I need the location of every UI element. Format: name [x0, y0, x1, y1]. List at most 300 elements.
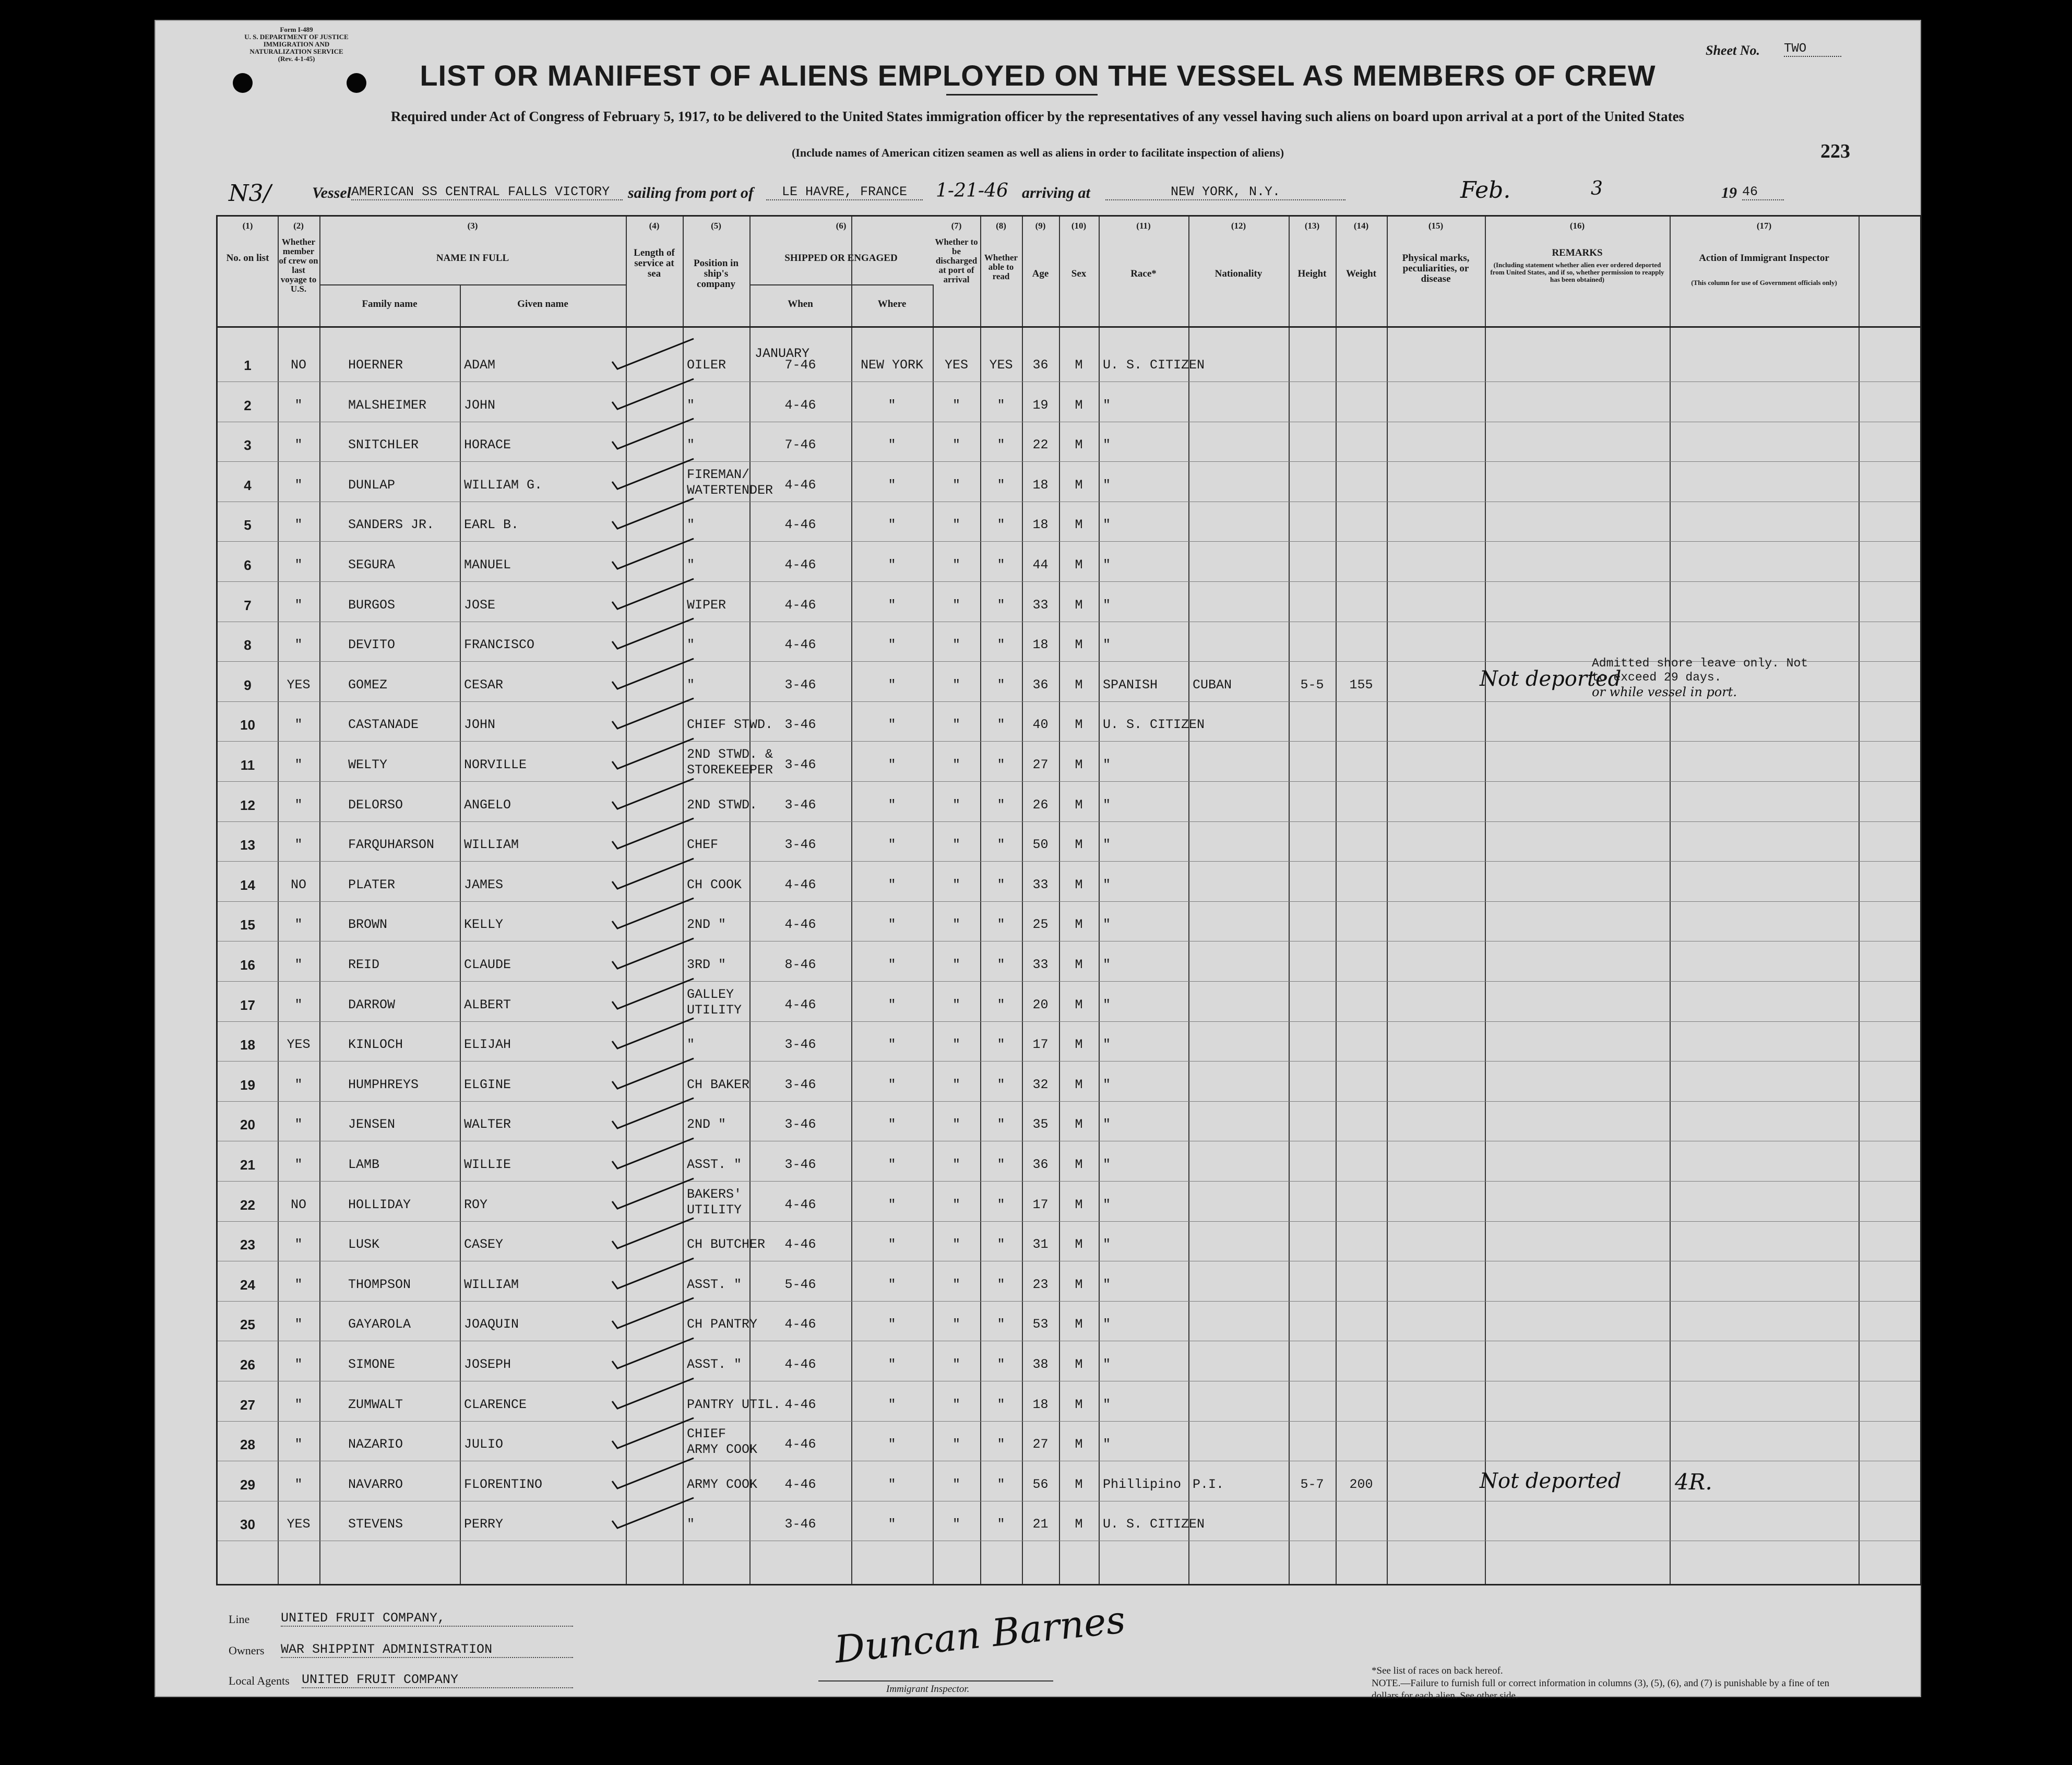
when-cell: 4-46	[784, 997, 816, 1012]
service-check-mark	[610, 616, 699, 653]
race-cell: "	[1103, 1037, 1111, 1053]
position-cell: "	[687, 637, 695, 653]
position-cell: ASST. "	[687, 1357, 742, 1372]
position-cell: CHEF	[687, 837, 719, 853]
where-cell: "	[888, 877, 896, 892]
service-check-mark	[610, 736, 699, 773]
discharged-cell: "	[952, 557, 960, 573]
given-name-cell: ROY	[464, 1197, 488, 1212]
discharged-cell: "	[952, 917, 960, 933]
sex-cell: M	[1075, 1037, 1083, 1053]
sex-cell: M	[1075, 597, 1083, 613]
service-check-mark	[610, 496, 699, 533]
given-name-cell: FRANCISCO	[464, 637, 535, 653]
family-name-cell: REID	[348, 957, 380, 972]
able-to-read-cell: "	[997, 1397, 1005, 1412]
race-cell: "	[1103, 997, 1111, 1012]
position-cell: CH COOK	[687, 877, 742, 892]
sex-cell: M	[1075, 517, 1083, 533]
race-cell: "	[1103, 517, 1111, 533]
row-number: 12	[240, 797, 255, 813]
column-number: (16)	[1569, 221, 1585, 231]
given-name-cell: CESAR	[464, 677, 504, 693]
race-cell: "	[1103, 1077, 1111, 1092]
height-cell: 5-7	[1300, 1476, 1324, 1492]
able-to-read-cell: "	[997, 717, 1005, 733]
discharged-cell: "	[952, 1237, 960, 1253]
when-cell: 3-46	[784, 1117, 816, 1132]
header-height: Height	[1297, 268, 1327, 279]
discharged-cell: "	[952, 1277, 960, 1292]
given-name-cell: ELGINE	[464, 1077, 511, 1092]
where-cell: "	[888, 1397, 896, 1412]
able-to-read-cell: "	[997, 597, 1005, 613]
weight-cell: 200	[1349, 1476, 1373, 1492]
position-cell: ASST. "	[687, 1277, 742, 1292]
discharged-cell: "	[952, 1117, 960, 1132]
given-name-cell: JULIO	[464, 1437, 504, 1452]
crew-table	[216, 215, 1922, 1585]
where-cell: "	[888, 677, 896, 693]
prior-voyage-cell: "	[294, 757, 303, 772]
given-name-cell: WALTER	[464, 1117, 511, 1132]
header-when: When	[788, 299, 813, 309]
age-cell: 18	[1032, 517, 1049, 533]
header-physical-marks: Physical marks, peculiarities, or disease	[1402, 253, 1470, 284]
discharged-cell: "	[952, 717, 960, 733]
owners-label: Owners	[229, 1644, 265, 1657]
prior-voyage-cell: NO	[290, 1197, 306, 1212]
when-cell: 4-46	[784, 1317, 816, 1332]
position-cell: "	[687, 517, 695, 533]
race-cell: "	[1103, 477, 1111, 493]
service-check-mark	[610, 976, 699, 1013]
where-cell: "	[888, 917, 896, 933]
prior-voyage-cell: "	[294, 637, 303, 653]
row-number: 26	[240, 1357, 255, 1373]
position-cell: GALLEY UTILITY	[687, 986, 742, 1018]
sex-cell: M	[1075, 957, 1083, 972]
able-to-read-cell: "	[997, 1357, 1005, 1372]
title-underline	[946, 94, 1098, 96]
service-check-mark	[610, 1376, 699, 1413]
race-cell: U. S. CITIZEN	[1103, 1517, 1205, 1532]
given-name-cell: CASEY	[464, 1237, 504, 1253]
where-cell: "	[888, 957, 896, 972]
position-cell: ASST. "	[687, 1157, 742, 1172]
service-check-mark	[610, 1016, 699, 1053]
given-name-cell: WILLIAM	[464, 1277, 519, 1292]
position-cell: CH PANTRY	[687, 1317, 758, 1332]
manifest-sheet	[154, 20, 1921, 1701]
sex-cell: M	[1075, 1437, 1083, 1452]
prior-voyage-cell: YES	[287, 1517, 311, 1532]
discharged-cell: "	[952, 437, 960, 453]
when-cell: 3-46	[784, 757, 816, 772]
position-cell: CHIEF STWD.	[687, 717, 773, 733]
column-number: (17)	[1756, 221, 1772, 231]
page-number: 223	[1820, 140, 1850, 162]
able-to-read-cell: "	[997, 1476, 1005, 1492]
inspector-label: Immigrant Inspector.	[886, 1684, 970, 1695]
row-rule	[218, 701, 1920, 702]
race-cell: "	[1103, 957, 1111, 972]
sex-cell: M	[1075, 637, 1083, 653]
age-cell: 17	[1032, 1197, 1049, 1212]
family-name-cell: JENSEN	[348, 1117, 396, 1132]
family-name-cell: HOLLIDAY	[348, 1197, 411, 1212]
row-number: 5	[244, 517, 252, 533]
sex-cell: M	[1075, 1237, 1083, 1253]
when-cell: 4-46	[784, 477, 816, 493]
discharged-cell: "	[952, 477, 960, 493]
given-name-cell: FLORENTINO	[464, 1476, 543, 1492]
header-no-on-list: No. on list	[226, 253, 269, 264]
family-name-cell: DUNLAP	[348, 477, 396, 493]
prior-voyage-cell: NO	[290, 877, 306, 892]
family-name-cell: HOERNER	[348, 357, 403, 373]
row-number: 1	[244, 357, 252, 373]
age-cell: 33	[1032, 877, 1049, 892]
family-name-cell: ZUMWALT	[348, 1397, 403, 1412]
when-cell: 4-46	[784, 917, 816, 933]
prior-voyage-cell: "	[294, 557, 303, 573]
prior-voyage-cell: "	[294, 1277, 303, 1292]
service-check-mark	[610, 1176, 699, 1213]
sex-cell: M	[1075, 1397, 1083, 1412]
age-cell: 35	[1032, 1117, 1049, 1132]
age-cell: 50	[1032, 837, 1049, 853]
sailing-label: sailing from port of	[628, 184, 754, 201]
form-identifier: Form I-489 U. S. DEPARTMENT OF JUSTICE IMMIGRATION AND NATURALIZATION SERVICE (Rev. 4-1-45)	[244, 26, 349, 63]
service-check-mark	[610, 1416, 699, 1452]
sex-cell: M	[1075, 477, 1083, 493]
given-name-cell: CLAUDE	[464, 957, 511, 972]
family-name-cell: GOMEZ	[348, 677, 388, 693]
subtitle-note: (Include names of American citizen seamen as well as aliens in order to facilitate inspection of aliens)	[791, 146, 1284, 159]
when-cell: 8-46	[784, 957, 816, 972]
header-bottom-rule	[218, 326, 1920, 328]
row-number: 28	[240, 1437, 255, 1453]
prior-voyage-cell: "	[294, 517, 303, 533]
discharged-cell: "	[952, 797, 960, 813]
race-cell: "	[1103, 1157, 1111, 1172]
given-name-cell: MANUEL	[464, 557, 511, 573]
where-cell: "	[888, 757, 896, 772]
sex-cell: M	[1075, 717, 1083, 733]
prior-voyage-cell: "	[294, 957, 303, 972]
where-cell: "	[888, 1197, 896, 1212]
discharged-cell: "	[952, 1517, 960, 1532]
family-name-cell: WELTY	[348, 757, 388, 772]
where-cell: "	[888, 557, 896, 573]
where-cell: "	[888, 1237, 896, 1253]
discharged-cell: "	[952, 1157, 960, 1172]
when-cell: 3-46	[784, 837, 816, 853]
position-cell: CHIEF ARMY COOK	[687, 1426, 758, 1458]
header-length-of-service: Length of service at sea	[634, 247, 675, 279]
where-cell: "	[888, 1437, 896, 1452]
sex-cell: M	[1075, 397, 1083, 413]
row-number: 4	[244, 477, 252, 493]
able-to-read-cell: "	[997, 437, 1005, 453]
able-to-read-cell: "	[997, 1317, 1005, 1332]
vessel-label: Vessel	[312, 184, 351, 201]
header-age: Age	[1032, 268, 1049, 279]
service-check-mark	[610, 377, 699, 413]
given-name-cell: WILLIAM	[464, 837, 519, 853]
sheet-number-value: TWO	[1784, 42, 1841, 57]
family-name-cell: FARQUHARSON	[348, 837, 435, 853]
header-discharged: Whether to be discharged at port of arrival	[935, 237, 978, 284]
when-cell: 3-46	[784, 1037, 816, 1053]
race-cell: "	[1103, 397, 1111, 413]
signature-line	[818, 1680, 1053, 1681]
row-number: 30	[240, 1517, 255, 1533]
family-name-cell: THOMPSON	[348, 1277, 411, 1292]
position-cell: ARMY COOK	[687, 1476, 758, 1492]
column-number: (5)	[711, 221, 721, 231]
when-cell: 4-46	[784, 1237, 816, 1253]
race-cell: "	[1103, 557, 1111, 573]
age-cell: 33	[1032, 597, 1049, 613]
sex-cell: M	[1075, 1197, 1083, 1212]
sex-cell: M	[1075, 1476, 1083, 1492]
service-check-mark	[610, 696, 699, 733]
age-cell: 33	[1032, 957, 1049, 972]
discharged-cell: "	[952, 1476, 960, 1492]
family-name-cell: DEVITO	[348, 637, 396, 653]
service-check-mark	[610, 896, 699, 933]
prior-voyage-cell: "	[294, 1117, 303, 1132]
prior-voyage-cell: "	[294, 917, 303, 933]
row-rule	[218, 1021, 1920, 1022]
footnotes	[1372, 1665, 1841, 1702]
where-cell: "	[888, 1157, 896, 1172]
race-cell: U. S. CITIZEN	[1103, 357, 1205, 373]
position-cell: 2ND STWD. & STOREKEEPER	[687, 747, 773, 778]
sex-cell: M	[1075, 837, 1083, 853]
family-name-cell: MALSHEIMER	[348, 397, 427, 413]
prior-voyage-cell: "	[294, 477, 303, 493]
family-name-cell: CASTANADE	[348, 717, 419, 733]
when-cell: 3-46	[784, 797, 816, 813]
age-cell: 18	[1032, 637, 1049, 653]
prior-voyage-cell: "	[294, 1437, 303, 1452]
family-name-cell: BURGOS	[348, 597, 396, 613]
service-check-mark	[610, 1256, 699, 1293]
sex-cell: M	[1075, 997, 1083, 1012]
service-check-mark	[610, 457, 699, 493]
given-name-cell: PERRY	[464, 1517, 504, 1532]
when-cell: 4-46	[784, 1476, 816, 1492]
sex-cell: M	[1075, 677, 1083, 693]
able-to-read-cell: "	[997, 917, 1005, 933]
column-number: (7)	[951, 221, 962, 231]
given-name-cell: ELIJAH	[464, 1037, 511, 1053]
when-cell: 4-46	[784, 1437, 816, 1452]
sex-cell: M	[1075, 877, 1083, 892]
sex-cell: M	[1075, 437, 1083, 453]
discharged-cell: "	[952, 1317, 960, 1332]
family-name-cell: LAMB	[348, 1157, 380, 1172]
age-cell: 36	[1032, 357, 1049, 373]
race-cell: "	[1103, 637, 1111, 653]
row-rule	[218, 741, 1920, 742]
where-cell: "	[888, 717, 896, 733]
row-rule	[218, 1421, 1920, 1422]
age-cell: 25	[1032, 917, 1049, 933]
race-cell: "	[1103, 1117, 1111, 1132]
row-number: 16	[240, 957, 255, 973]
able-to-read-cell: "	[997, 1237, 1005, 1253]
prior-voyage-cell: "	[294, 1397, 303, 1412]
race-cell: "	[1103, 1317, 1111, 1332]
column-number: (3)	[467, 221, 478, 231]
given-name-cell: CLARENCE	[464, 1397, 527, 1412]
age-cell: 23	[1032, 1277, 1049, 1292]
header-given-name: Given name	[517, 299, 568, 309]
age-cell: 27	[1032, 757, 1049, 772]
given-name-cell: JOHN	[464, 397, 496, 413]
row-number: 8	[244, 637, 252, 653]
footnote-penalty: NOTE.—Failure to furnish full or correct information in columns (3), (5), (6), and (7) is punishable by a fine of ten dollars for each alien. See other side.	[1372, 1678, 1829, 1701]
service-check-mark	[610, 1056, 699, 1093]
discharged-cell: "	[952, 677, 960, 693]
row-number: 19	[240, 1077, 255, 1093]
position-cell: OILER	[687, 357, 727, 373]
where-cell: "	[888, 997, 896, 1012]
column-number: (2)	[293, 221, 304, 231]
service-check-mark	[610, 1456, 699, 1493]
family-name-cell: SANDERS JR.	[348, 517, 435, 533]
discharged-cell: "	[952, 957, 960, 972]
when-cell: 4-46	[784, 1357, 816, 1372]
service-check-mark	[610, 577, 699, 613]
age-cell: 36	[1032, 677, 1049, 693]
row-rule	[218, 1221, 1920, 1222]
where-cell: NEW YORK	[860, 357, 924, 373]
row-number: 2	[244, 397, 252, 413]
row-number: 15	[240, 917, 255, 933]
when-cell: 4-46	[784, 877, 816, 892]
when-cell: 7-46	[784, 437, 816, 453]
service-check-mark	[610, 1336, 699, 1373]
header-inspector-note: (This column for use of Government officials only)	[1691, 279, 1837, 287]
column-number: (13)	[1304, 221, 1320, 231]
able-to-read-cell: "	[997, 557, 1005, 573]
family-name-cell: BROWN	[348, 917, 388, 933]
where-cell: "	[888, 1117, 896, 1132]
discharged-cell: "	[952, 997, 960, 1012]
prior-voyage-cell: "	[294, 717, 303, 733]
sheet-number-label: Sheet No.	[1706, 43, 1760, 58]
row-number: 11	[240, 757, 255, 773]
month-header: JANUARY	[755, 346, 810, 361]
remark-not-deported: Not deported	[1480, 666, 1622, 691]
given-name-cell: EARL B.	[464, 517, 519, 533]
race-cell: "	[1103, 837, 1111, 853]
family-name-cell: PLATER	[348, 877, 396, 892]
sex-cell: M	[1075, 357, 1083, 373]
header-where: Where	[877, 299, 907, 309]
departure-port: LE HAVRE, FRANCE	[766, 184, 923, 200]
remark-shore-leave: Admitted shore leave only. Not to exceed 29 days.	[1592, 656, 1808, 684]
row-number: 10	[240, 717, 255, 733]
inspector-action-mark: 4R.	[1675, 1469, 1712, 1495]
position-cell: 3RD "	[687, 957, 727, 972]
nationality-cell: P.I.	[1193, 1476, 1224, 1492]
discharged-cell: "	[952, 837, 960, 853]
age-cell: 27	[1032, 1437, 1049, 1452]
prior-voyage-cell: "	[294, 1077, 303, 1092]
where-cell: "	[888, 797, 896, 813]
header-family-name: Family name	[362, 299, 418, 309]
year-suffix: 46	[1742, 184, 1784, 200]
discharged-cell: "	[952, 1397, 960, 1412]
header-race: Race*	[1130, 268, 1157, 279]
column-number: (10)	[1071, 221, 1087, 231]
able-to-read-cell: "	[997, 1437, 1005, 1452]
able-to-read-cell: "	[997, 1117, 1005, 1132]
where-cell: "	[888, 837, 896, 853]
sex-cell: M	[1075, 797, 1083, 813]
header-weight: Weight	[1345, 268, 1377, 279]
discharged-cell: "	[952, 1357, 960, 1372]
family-name-cell: LUSK	[348, 1237, 380, 1253]
discharged-cell: "	[952, 637, 960, 653]
position-cell: WIPER	[687, 597, 727, 613]
column-number: (14)	[1353, 221, 1369, 231]
where-cell: "	[888, 637, 896, 653]
sex-cell: M	[1075, 1357, 1083, 1372]
able-to-read-cell: "	[997, 797, 1005, 813]
when-cell: 3-46	[784, 1157, 816, 1172]
given-name-cell: ALBERT	[464, 997, 511, 1012]
discharged-cell: YES	[944, 357, 968, 373]
able-to-read-cell: "	[997, 1157, 1005, 1172]
given-name-cell: ADAM	[464, 357, 496, 373]
column-number: (6)	[836, 221, 847, 231]
family-name-cell: SIMONE	[348, 1357, 396, 1372]
header-prior-voyage: Whether member of crew on last voyage to U.S.	[279, 237, 318, 294]
agents-label: Local Agents	[229, 1674, 290, 1687]
able-to-read-cell: "	[997, 1517, 1005, 1532]
family-name-cell: HUMPHREYS	[348, 1077, 419, 1092]
able-to-read-cell: "	[997, 397, 1005, 413]
race-cell: "	[1103, 1237, 1111, 1253]
age-cell: 36	[1032, 1157, 1049, 1172]
race-cell: "	[1103, 1277, 1111, 1292]
row-rule	[218, 821, 1920, 822]
given-name-cell: JOSE	[464, 597, 496, 613]
position-cell: PANTRY UTIL.	[687, 1397, 781, 1412]
service-check-mark	[610, 856, 699, 893]
given-name-cell: WILLIE	[464, 1157, 511, 1172]
prior-voyage-cell: "	[294, 997, 303, 1012]
age-cell: 18	[1032, 1397, 1049, 1412]
position-cell: FIREMAN/ WATERTENDER	[687, 467, 773, 498]
where-cell: "	[888, 1317, 896, 1332]
prior-voyage-cell: "	[294, 1317, 303, 1332]
race-cell: Phillipino	[1103, 1476, 1182, 1492]
sex-cell: M	[1075, 557, 1083, 573]
column-number: (9)	[1035, 221, 1046, 231]
when-cell: 3-46	[784, 677, 816, 693]
when-cell: 3-46	[784, 1077, 816, 1092]
position-cell: 2ND "	[687, 1117, 727, 1132]
column-number: (12)	[1231, 221, 1246, 231]
